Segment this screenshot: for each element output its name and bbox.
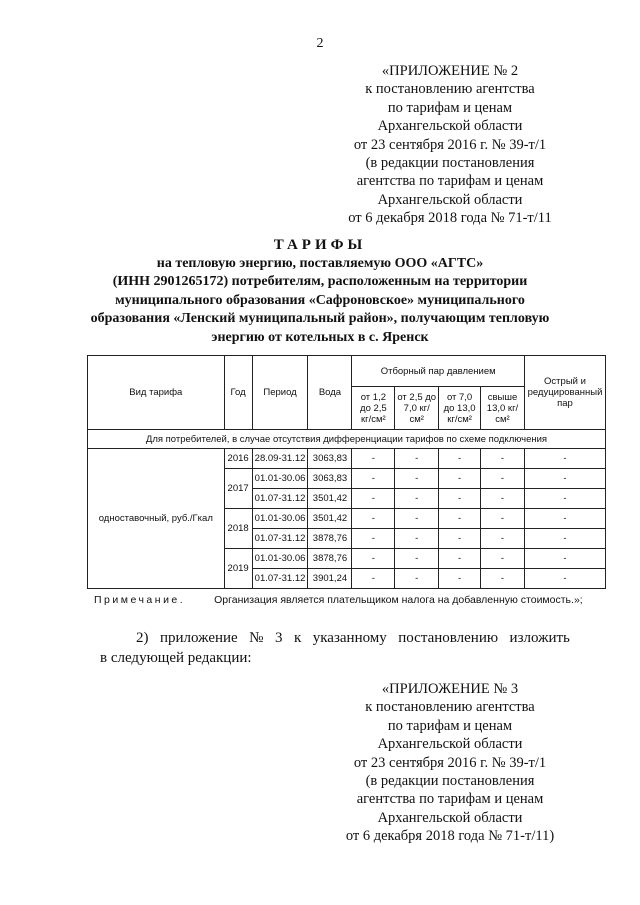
paragraph-word: приложение xyxy=(159,630,238,646)
title-line: энергию от котельных в с. Яренск xyxy=(211,329,429,345)
header-steam-group: Отборный пар давлением xyxy=(352,356,525,387)
water-cell: 3063,83 xyxy=(308,449,352,469)
dash-cell: - xyxy=(524,489,605,509)
water-cell: 3901,24 xyxy=(308,569,352,589)
dash-cell: - xyxy=(481,569,525,589)
dash-cell: - xyxy=(439,509,481,529)
header-steam-col: от 1,2 до 2,5 кг/см² xyxy=(352,387,395,430)
tariff-label: одноставочный, руб./Гкал xyxy=(88,449,225,589)
note-text: Организация является плательщиком налога на добавленную стоимость.»; xyxy=(214,594,583,606)
appendix-3-header xyxy=(340,680,560,846)
year-cell: 2019 xyxy=(224,549,252,589)
tariffs-title xyxy=(60,236,580,347)
dash-cell: - xyxy=(524,469,605,489)
header-steam-col: от 2,5 до 7,0 кг/см² xyxy=(395,387,439,430)
dash-cell: - xyxy=(352,549,395,569)
period-cell: 01.01-30.06 xyxy=(252,509,308,529)
dash-cell: - xyxy=(395,549,439,569)
paragraph-line-2: в следующей редакции: xyxy=(100,650,252,666)
header-year: Год xyxy=(224,356,252,430)
dash-cell: - xyxy=(524,529,605,549)
note-label: Примечание. xyxy=(94,594,186,606)
header-water: Вода xyxy=(308,356,352,430)
paragraph-word: постановлению xyxy=(398,630,499,646)
year-cell: 2017 xyxy=(224,469,252,509)
period-cell: 01.07-31.12 xyxy=(252,529,308,549)
appendix-line: (в редакции постановления xyxy=(365,155,535,172)
appendix-line: «ПРИЛОЖЕНИЕ № 3 xyxy=(381,681,519,697)
dash-cell: - xyxy=(352,509,395,529)
dash-cell: - xyxy=(395,509,439,529)
dash-cell: - xyxy=(352,449,395,469)
dash-cell: - xyxy=(524,509,605,529)
period-cell: 01.01-30.06 xyxy=(252,549,308,569)
dash-cell: - xyxy=(352,469,395,489)
appendix-line: (в редакции постановления xyxy=(365,773,535,790)
dash-cell: - xyxy=(395,529,439,549)
dash-cell: - xyxy=(352,489,395,509)
header-steam-col: свыше 13,0 кг/см² xyxy=(481,387,525,430)
appendix-line: от 6 декабря 2018 года № 71-т/11 xyxy=(348,210,552,227)
appendix-line: от 23 сентября 2016 г. № 39-т/1 xyxy=(353,754,547,771)
paragraph-word: № xyxy=(249,630,264,646)
paragraph-word: изложить xyxy=(509,630,570,646)
dash-cell: - xyxy=(481,549,525,569)
water-cell: 3878,76 xyxy=(308,549,352,569)
appendix-line: по тарифам и ценам xyxy=(387,717,513,734)
dash-cell: - xyxy=(352,569,395,589)
dash-cell: - xyxy=(395,469,439,489)
paragraph-word: 3 xyxy=(274,630,283,646)
dash-cell: - xyxy=(439,549,481,569)
title-heading: ТАРИФЫ xyxy=(273,237,367,253)
dash-cell: - xyxy=(439,569,481,589)
period-cell: 01.01-30.06 xyxy=(252,469,308,489)
water-cell: 3501,42 xyxy=(308,509,352,529)
appendix-line: к постановлению агентства xyxy=(365,81,535,98)
water-cell: 3063,83 xyxy=(308,469,352,489)
title-line: на тепловую энергию, поставляемую ООО «АГТС» xyxy=(156,255,484,271)
dash-cell: - xyxy=(439,469,481,489)
title-line: муниципального образования «Сафроновское» муниципального xyxy=(115,292,525,308)
dash-cell: - xyxy=(439,529,481,549)
dash-cell: - xyxy=(524,449,605,469)
dash-cell: - xyxy=(395,569,439,589)
water-cell: 3878,76 xyxy=(308,529,352,549)
table-note xyxy=(94,594,583,606)
appendix-line: агентства по тарифам и ценам xyxy=(356,173,544,190)
dash-cell: - xyxy=(481,529,525,549)
dash-cell: - xyxy=(481,509,525,529)
page-number: 2 xyxy=(316,36,324,51)
dash-cell: - xyxy=(439,449,481,469)
year-cell: 2016 xyxy=(224,449,252,469)
period-cell: 01.07-31.12 xyxy=(252,569,308,589)
appendix-line: от 23 сентября 2016 г. № 39-т/1 xyxy=(353,136,547,153)
period-cell: 01.07-31.12 xyxy=(252,489,308,509)
dash-cell: - xyxy=(352,529,395,549)
appendix-line: Архангельской области xyxy=(377,118,523,135)
header-period: Период xyxy=(252,356,308,430)
title-line: (ИНН 2901265172) потребителям, расположенным на территории xyxy=(112,274,528,289)
dash-cell: - xyxy=(524,549,605,569)
dash-cell: - xyxy=(439,489,481,509)
appendix-line: по тарифам и ценам xyxy=(387,99,513,116)
appendix-line: агентства по тарифам и ценам xyxy=(356,791,544,808)
dash-cell: - xyxy=(481,469,525,489)
period-cell: 28.09-31.12 xyxy=(252,449,308,469)
tariffs-table xyxy=(87,355,606,589)
appendix-line: к постановлению агентства xyxy=(365,699,535,716)
header-sharp-steam: Острый и редуцированный пар xyxy=(524,356,605,430)
year-cell: 2018 xyxy=(224,509,252,549)
dash-cell: - xyxy=(524,569,605,589)
paragraph-word: 2) xyxy=(136,630,149,646)
dash-cell: - xyxy=(395,449,439,469)
paragraph-line-1 xyxy=(100,628,570,648)
appendix-line: от 6 декабря 2018 года № 71-т/11) xyxy=(345,828,555,845)
appendix-line: Архангельской области xyxy=(377,809,523,826)
water-cell: 3501,42 xyxy=(308,489,352,509)
appendix-line: Архангельской области xyxy=(377,736,523,753)
dash-cell: - xyxy=(481,449,525,469)
dash-cell: - xyxy=(481,489,525,509)
header-tariff-type: Вид тарифа xyxy=(88,356,225,430)
amendment-paragraph xyxy=(100,628,570,668)
dash-cell: - xyxy=(395,489,439,509)
paragraph-word: к xyxy=(293,630,302,646)
appendix-2-header xyxy=(340,62,560,228)
appendix-line: «ПРИЛОЖЕНИЕ № 2 xyxy=(381,63,519,79)
appendix-line: Архангельской области xyxy=(377,191,523,208)
header-steam-col: от 7,0 до 13,0 кг/см² xyxy=(439,387,481,430)
table-row xyxy=(88,449,606,469)
title-line: образования «Ленский муниципальный район», получающим тепловую xyxy=(90,311,550,326)
paragraph-word: указанному xyxy=(312,630,387,646)
consumer-note: Для потребителей, в случае отсутствия дифференциации тарифов по схеме подключения xyxy=(88,430,606,449)
